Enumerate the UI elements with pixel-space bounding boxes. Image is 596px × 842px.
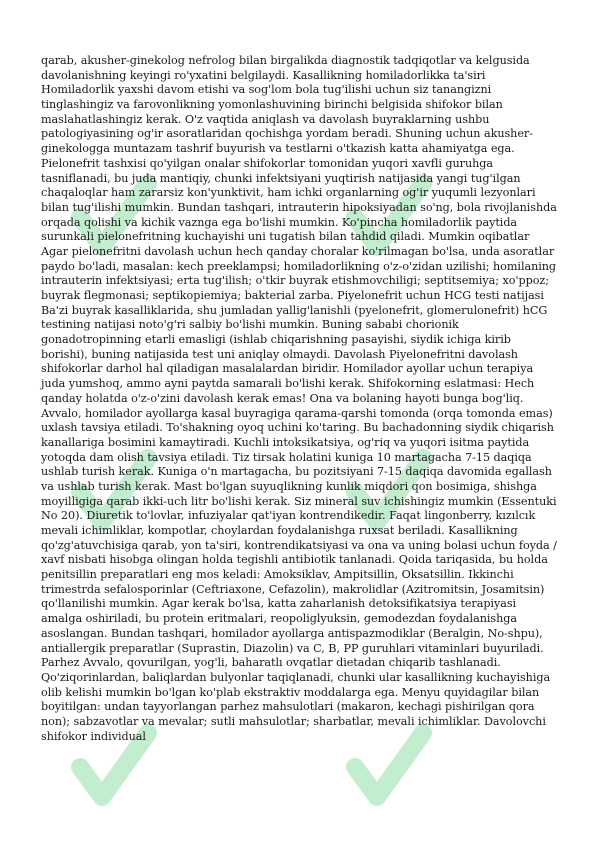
document-body-text: qarab, akusher-ginekolog nefrolog bilan birgalikda diagnostik tadqiqotlar va kelgusida davolanishning keyingi ro'yxatini belgilaydi. Kasallikning homiladorlikka ta'siri Homiladorlik yaxshi davom etishi va sog'lom bola tug'ilishi uchun siz tanangizni tinglashingiz va farovonlikning yomonlashuvining birinchi belgisida shifokor bilan maslahatlashingiz kerak. O'z vaqtida aniqlash va davolash buyraklarning ushbu patologiyasining og'ir asoratlaridan qochishga yordam beradi. Shuning uchun akusher-ginekologga muntazam tashrif buyurish va testlarni o'tkazish katta ahamiyatga ega. Pielonefrit tashxisi qo'yilgan onalar shifokorlar tomonidan yuqori xavfli guruhga tasniflanadi, bu juda mantiqiy, chunki infektsiyani yuqtirish natijasida yangi tug'ilgan chaqaloqlar ham zararsiz kon'yunktivit, ham ichki organlarning og'ir yuqumli lezyonlari bilan tug'ilishi mumkin. Bundan tashqari, intrauterin hipoksiyadan so'ng, bola rivojlanishda orqada qolishi va kichik vaznga ega bo'lishi mumkin. Ko'pincha homiladorlik paytida surunkali pielonefritning kuchayishi uni tugatish bilan tahdid qiladi. Mumkin oqibatlar Agar pielonefritni davolash uchun hech qanday choralar ko'rilmagan bo'lsa, unda asoratlar paydo bo'ladi, masalan: kech preeklampsi; homiladorlikning o'z-o'zidan uzilishi; homilaning intrauterin infektsiyasi; erta tug'ilish; o'tkir buyrak etishmovchiligi; septitsemiya; xo'ppoz; buyrak flegmonasi; septikopiemiya; bakterial zarba. Piyelonefrit uchun HCG testi natijasi Ba'zi buyrak kasalliklarida, shu jumladan yallig'lanishli (pyelonefrit, glomerulonefrit) hCG testining natijasi noto'g'ri salbiy bo'lishi mumkin. Buning sababi chorionik gonadotropinning etarli emasligi (ishlab chiqarishning pasayishi, siydik ichiga kirib borishi), buning natijasida test uni aniqlay olmaydi. Davolash Piyelonefritni davolash shifokorlar darhol hal qiladigan masalalardan biridir. Homilador ayollar uchun terapiya juda yumshoq, ammo ayni paytda samarali bo'lishi kerak. Shifokorning eslatmasi: Hech qanday holatda o'z-o'zini davolash kerak emas! Ona va bolaning hayoti bunga bog'liq. Avvalo, homilador ayollarga kasal buyragiga qarama-qarshi tomonda (orqa tomonda emas) uxlash tavsiya etiladi. To'shakning oyoq uchini ko'taring. Bu bachadonning siydik chiqarish kanallariga bosimini kamaytiradi. Kuchli intoksikatsiya, og'riq va yuqori isitma paytida yotoqda dam olish tavsiya etiladi. Tiz tirsak holatini kuniga 10 martagacha 7-15 daqiqa ushlab turish kerak. Kuniga o'n martagacha, bu pozitsiyani 7-15 daqiqa davomida egallash va ushlab turish kerak. Mast bo'lgan suyuqlikning kunlik miqdori qon bosimiga, shishga moyilligiga qarab ikki-uch litr bo'lishi kerak. Siz mineral suv ichishingiz mumkin (Essentuki No 20). Diuretik to'lovlar, infuziyalar qat'iyan kontrendikedir. Faqat lingonberry, kızılcık mevali ichimliklar, kompotlar, choylardan foydalanishga ruxsat beriladi. Kasallikning qo'zg'atuvchisiga qarab, yon ta'siri, kontrendikatsiyasi va ona va uning bolasi uchun foyda / xavf nisbati hisobga olingan holda tegishli antibiotik tanlanadi. Qoida tariqasida, bu holda penitsillin preparatlari eng mos keladi: Amoksiklav, Ampitsillin, Oksatsillin. Ikkinchi trimestrda sefalosporinlar (Ceftriaxone, Cefazolin), makrolidlar (Azitromitsin, Josamitsin) qo'llanilishi mumkin. Agar kerak bo'lsa, katta zaharlanish detoksifikatsiya terapiyasi amalga oshiriladi, bu protein eritmalari, reopoliglyuksin, gemodezdan foydalanishga asoslangan. Bundan tashqari, homilador ayollarga antispazmodiklar (Beralgin, No-shpu), antiallergik preparatlar (Suprastin, Diazolin) va C, B, PP guruhlari vitaminlari buyuriladi. Parhez Avvalo, qovurilgan, yog'li, baharatlı ovqatlar dietadan chiqarib tashlanadi. Qo'ziqorinlardan, baliqlardan bulyonlar taqiqlanadi, chunki ular kasallikning kuchayishiga olib kelishi mumkin bo'lgan ko'plab ekstraktiv moddalarga ega. Menyu quyidagilar bilan boyitilgan: undan tayyorlangan parhez mahsulotlari (makaron, kechagi pishirilgan qora non); sabzavotlar va mevalar; sutli mahsulotlar; sharbatlar, mevali ichimliklar. Davolovchi shifokor individual [41, 54, 557, 743]
